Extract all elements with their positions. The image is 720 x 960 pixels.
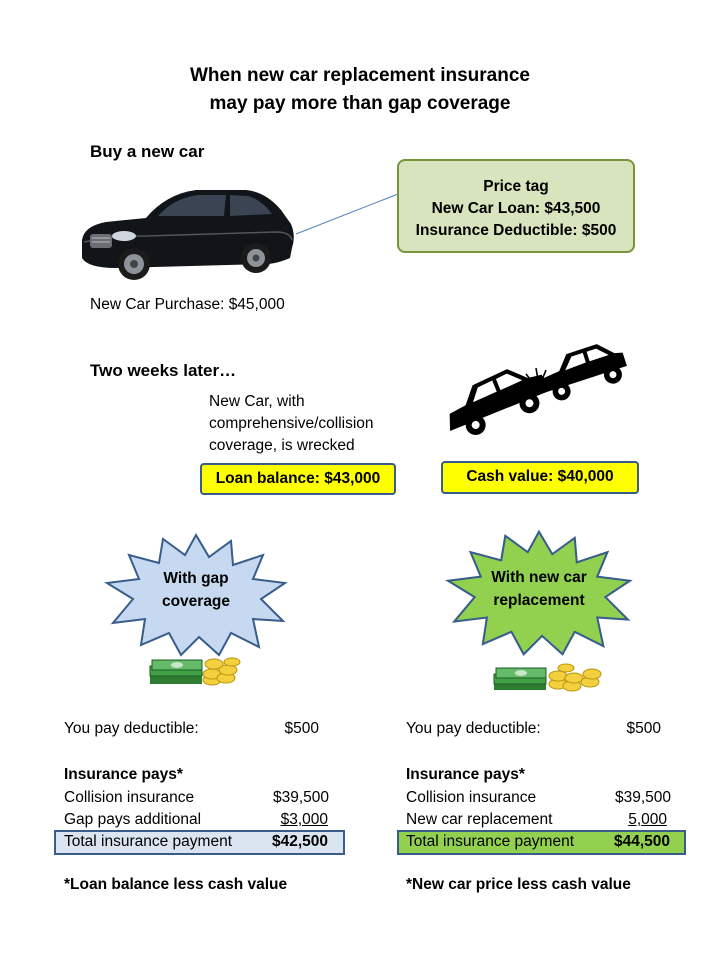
gap-deductible-value: $500 xyxy=(284,720,319,737)
replacement-row2-label: New car replacement xyxy=(406,811,553,828)
buy-heading: Buy a new car xyxy=(90,142,205,161)
title-line-1: When new car replacement insurance xyxy=(189,65,530,86)
replacement-pays-heading: Insurance pays* xyxy=(406,766,525,783)
car-crash-icon xyxy=(442,340,628,444)
replacement-total-value: $44,500 xyxy=(613,833,670,850)
replacement-deductible-label: You pay deductible: xyxy=(406,720,541,737)
money-icon xyxy=(148,652,242,688)
gap-pays-heading: Insurance pays* xyxy=(64,766,183,783)
replacement-total-label: Total insurance payment xyxy=(406,833,575,850)
price-tag-box xyxy=(397,159,635,253)
price-tag-loan: New Car Loan: $43,500 xyxy=(431,200,601,217)
gap-burst-line-1: With gap xyxy=(163,570,229,587)
gap-row1-label: Collision insurance xyxy=(64,789,195,806)
new-car-image xyxy=(76,180,298,282)
replacement-burst-line-1: With new car xyxy=(491,569,587,586)
wreck-line-2: comprehensive/collision xyxy=(209,415,374,432)
wreck-line-3: coverage, is wrecked xyxy=(209,437,355,454)
replacement-deductible-value: $500 xyxy=(626,720,661,737)
money-icon xyxy=(492,656,608,694)
loan-balance-box: Loan balance: $43,000 xyxy=(200,463,396,495)
gap-row2-label: Gap pays additional xyxy=(64,811,202,828)
price-tag-heading: Price tag xyxy=(483,178,549,195)
purchase-text: New Car Purchase: $45,000 xyxy=(90,296,285,313)
title-line-2: may pay more than gap coverage xyxy=(209,93,511,114)
replacement-footnote: *New car price less cash value xyxy=(406,876,631,893)
replacement-burst-line-2: replacement xyxy=(493,592,585,609)
wreck-line-1: New Car, with xyxy=(209,393,305,410)
gap-row2-value: $3,000 xyxy=(280,811,328,828)
gap-row1-value: $39,500 xyxy=(272,789,329,806)
replacement-row2-value: 5,000 xyxy=(628,811,667,828)
connector-line xyxy=(290,190,402,240)
gap-burst-line-2: coverage xyxy=(161,593,231,610)
gap-total-value: $42,500 xyxy=(271,833,328,850)
wreck-description xyxy=(209,391,374,457)
later-heading: Two weeks later… xyxy=(90,361,237,380)
cash-value-box: Cash value: $40,000 xyxy=(441,461,639,494)
replacement-row1-value: $39,500 xyxy=(614,789,671,806)
gap-burst-label xyxy=(103,567,289,613)
replacement-row1-label: Collision insurance xyxy=(406,789,537,806)
gap-total-label: Total insurance payment xyxy=(64,833,233,850)
gap-deductible-label: You pay deductible: xyxy=(64,720,199,737)
price-tag-deductible: Insurance Deductible: $500 xyxy=(415,222,617,239)
replacement-burst-label xyxy=(444,566,634,612)
gap-footnote: *Loan balance less cash value xyxy=(64,876,288,893)
page-title xyxy=(0,62,720,118)
